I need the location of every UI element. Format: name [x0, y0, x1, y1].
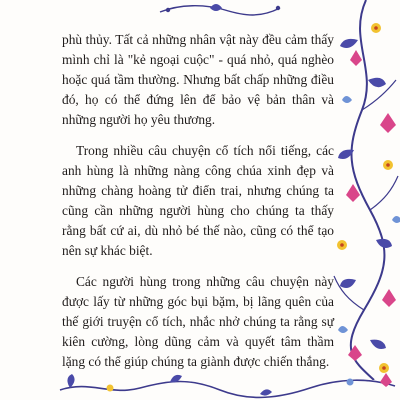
paragraph-1: phù thủy. Tất cả những nhân vật này đều cảm thấy mình chỉ là "kẻ ngoại cuộc" - quá nhỏ, quá nghèo hoặc quá tầm thường. Nhưng bất chấp những điều đó, họ có thể đứng lên để bảo vệ bản thân và những người họ yêu thương.	[62, 32, 334, 127]
right-floral-vine-border	[318, 0, 400, 380]
bottom-floral-vine-border	[50, 360, 400, 400]
paragraph-3: Các người hùng trong những câu chuyện này được lấy từ những góc bụi bặm, bị lãng quên của thế giới truyện cổ tích, nhắc nhở chúng ta rằng sự kiên cường, lòng dũng cảm và quyết tâm thầm lặng có thể giúp chúng ta giành được chiến thắng.	[62, 274, 334, 369]
body-text	[62, 30, 334, 372]
top-flourish-ornament	[150, 0, 290, 40]
paragraph-2: Trong nhiều câu chuyện cổ tích nổi tiếng, các anh hùng là những nàng công chúa xinh đẹp và những chàng hoàng tử điển trai, nhưng chúng ta cũng cần những người hùng cho chúng ta thấy rằng bất cứ ai, dù nhỏ bé thế nào, cũng có thể tạo nên sự khác biệt.	[62, 143, 334, 258]
